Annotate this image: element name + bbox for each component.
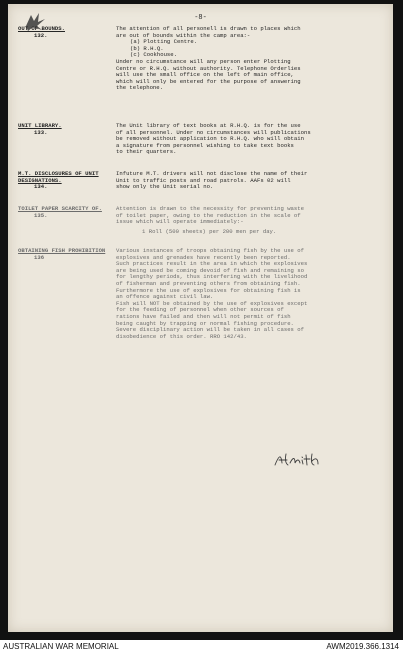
archive-footer xyxy=(0,642,403,653)
body-line: disobedience of this order. RRO 142/43. xyxy=(116,333,247,340)
accession-number: AWM2019.366.1314 xyxy=(326,642,399,651)
section-body xyxy=(116,123,388,156)
body-line: for the feeding of personnel when other sources of xyxy=(116,307,284,314)
body-line: explosives and grenades have recently been reported. xyxy=(116,254,291,261)
body-line: an offence against civil law. xyxy=(116,294,214,301)
section-number: 136 xyxy=(34,253,45,261)
section-title: UNIT LIBRARY. xyxy=(18,122,62,129)
body-line: Attention is drawn to the necessity for preventing waste xyxy=(116,206,304,212)
section-title: OUT OF BOUNDS. xyxy=(18,25,65,32)
body-line: Severe disciplinary action will be taken in all cases of xyxy=(116,327,304,334)
page-number: -8- xyxy=(194,14,207,22)
section-body xyxy=(116,26,388,92)
section-body xyxy=(116,206,388,235)
archive-name: AUSTRALIAN WAR MEMORIAL xyxy=(3,642,119,651)
list-item: (b) R.H.Q. xyxy=(130,44,164,52)
body-line: Furthermore the use of explosives for obtaining fish is xyxy=(116,287,301,294)
section-heading xyxy=(18,171,108,191)
body-line: Fish will NOT be obtained by the use of explosives except xyxy=(116,300,308,307)
body-line: which will only be entered for the purpose of answering xyxy=(116,78,301,85)
section-number: 134. xyxy=(34,183,48,191)
section-body xyxy=(116,171,388,191)
body-line: are out of bounds within the camp area:- xyxy=(116,32,251,39)
body-line: The attention of all personell is drawn to places which xyxy=(116,26,301,32)
section-heading xyxy=(18,206,108,219)
body-line: be removed without application to R.H.Q. who will obtain xyxy=(116,136,304,143)
body-line: the telephone. xyxy=(116,85,163,92)
body-line: Such practices result in the area in which the explosives xyxy=(116,261,308,268)
body-line: The Unit library of text books at R.H.Q. is for the use xyxy=(116,123,301,129)
body-line: being caught by trapping or normal fishing procedure. xyxy=(116,320,294,327)
section-number: 133. xyxy=(34,128,48,136)
body-line: issue which will operate immediately:- xyxy=(116,219,244,226)
body-line: show only the Unit serial no. xyxy=(116,184,214,191)
body-line: a signature from personnel wishing to take text books xyxy=(116,142,294,149)
ration-line: 1 Roll (500 sheets) per 200 men per day. xyxy=(142,227,277,235)
body-line: for lengthy periods, thus interfering with the livelihood xyxy=(116,274,308,281)
body-line: of all personnel. Under no circumstances will publications xyxy=(116,129,311,136)
section-number: 132. xyxy=(34,31,48,39)
body-line: rations have failed and then will not permit of fish xyxy=(116,313,291,320)
body-line: Unit to traffic posts and road patrols. AAFs 02 will xyxy=(116,177,291,184)
document-page xyxy=(8,4,393,632)
body-line: of toilet paper, owing to the reduction in the scale of xyxy=(116,212,301,219)
section-body xyxy=(116,248,388,340)
body-line: to their quarters. xyxy=(116,149,177,156)
list-item: (a) Plotting Centre. xyxy=(130,38,198,46)
body-line: Various instances of troops obtaining fish by the use of xyxy=(116,248,304,254)
section-heading xyxy=(18,26,108,39)
body-line: Infuture M.T. drivers will not disclose the name of their xyxy=(116,171,308,177)
section-title: M.T. DISCLOSURES OF UNIT DESIGNATIONS. xyxy=(18,170,99,184)
section-number: 135. xyxy=(34,211,48,219)
body-line: Centre or R.H.Q. without authority. Telephone Orderlies xyxy=(116,65,301,72)
handwritten-signature xyxy=(273,451,343,469)
section-heading xyxy=(18,248,108,261)
section-title: OBTAINING FISH PROHIBITION xyxy=(18,247,106,254)
section-title: TOILET PAPER SCARCITY OF. xyxy=(18,205,102,212)
body-line: will use the small office on the left of main office, xyxy=(116,72,294,79)
body-line: Under no circumstance will any person enter Plotting xyxy=(116,58,291,65)
list-item: (c) Cookhouse. xyxy=(130,51,177,59)
body-line: of fisherman and preventing others from obtaining fish. xyxy=(116,280,301,287)
section-heading xyxy=(18,123,108,136)
body-line: are being used be coming devoid of fish and remaining so xyxy=(116,267,304,274)
